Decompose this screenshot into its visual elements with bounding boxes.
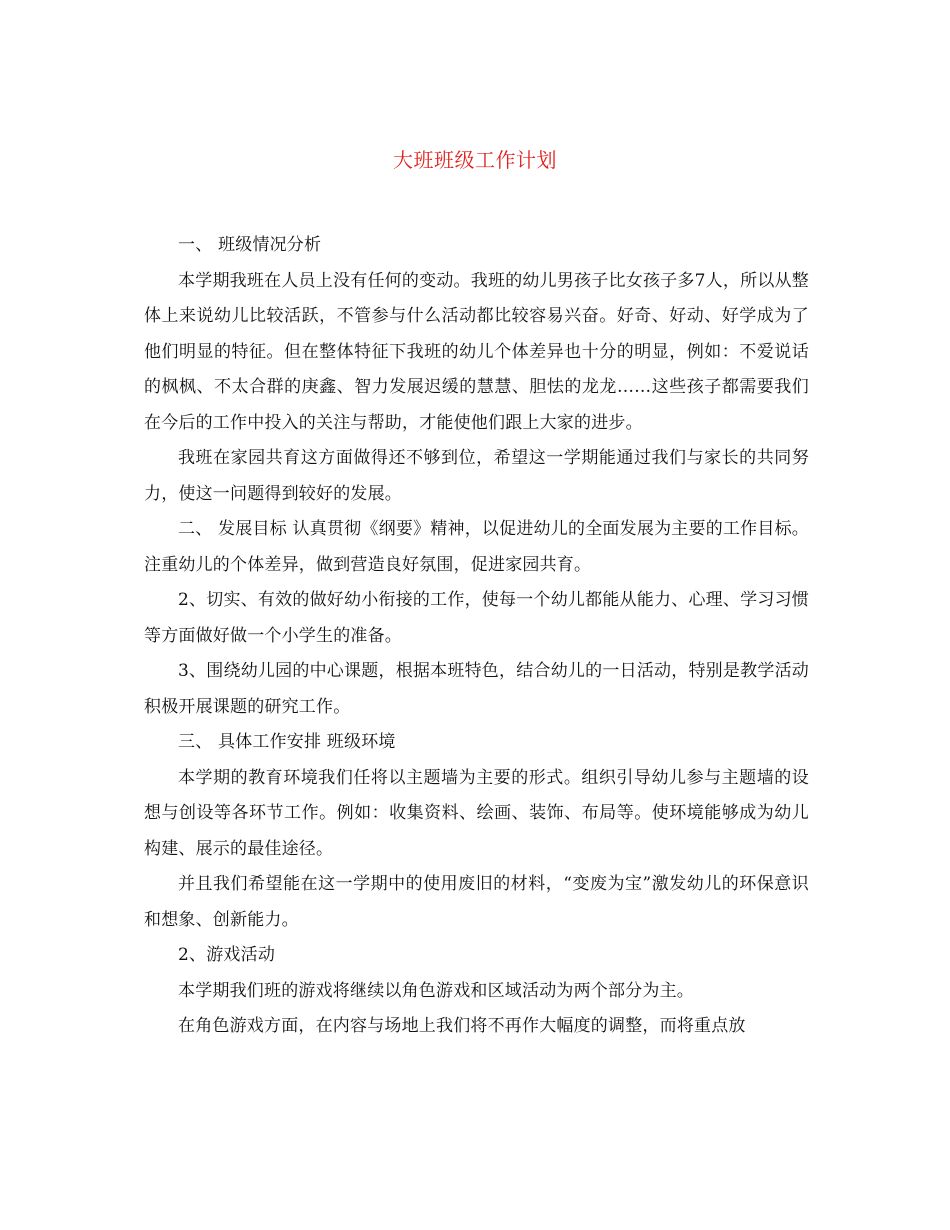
section-heading-2: 二、 发展目标 认真贯彻《纲要》精神，以促进幼儿的全面发展为主要的工作目标。注重幼儿的个体差异，做到营造良好氛围，促进家园共育。 bbox=[144, 519, 809, 575]
body-paragraph: 并且我们希望能在这一学期中的使用废旧的材料，“变废为宝”激发幼儿的环保意识和想象、创新能力。 bbox=[144, 874, 809, 930]
body-paragraph: 2、切实、有效的做好幼小衔接的工作，使每一个幼儿都能从能力、心理、学习习惯等方面做好做一个小学生的准备。 bbox=[144, 590, 809, 646]
document-title: 大班班级工作计划 bbox=[393, 148, 557, 172]
body-paragraph: 我班在家园共育这方面做得还不够到位，希望这一学期能通过我们与家长的共同努力，使这一问题得到较好的发展。 bbox=[144, 448, 809, 504]
body-paragraph: 本学期我们班的游戏将继续以角色游戏和区域活动为两个部分为主。 bbox=[178, 980, 694, 1001]
body-paragraph: 3、围绕幼儿园的中心课题，根据本班特色，结合幼儿的一日活动，特别是教学活动积极开展课题的研究工作。 bbox=[144, 661, 809, 717]
body-paragraph: 本学期的教育环境我们任将以主题墙为主要的形式。组织引导幼儿参与主题墙的设想与创设等各环节工作。例如：收集资料、绘画、装饰、布局等。使环境能够成为幼儿构建、展示的最佳途径。 bbox=[144, 767, 809, 859]
body-paragraph: 在角色游戏方面，在内容与场地上我们将不再作大幅度的调整，而将重点放 bbox=[178, 1016, 746, 1036]
section-heading-1: 一、 班级情况分析 bbox=[178, 235, 322, 255]
body-paragraph: 本学期我班在人员上没有任何的变动。我班的幼儿男孩子比女孩子多7人，所以从整体上来说幼儿比较活跃，不管参与什么活动都比较容易兴奋。好奇、好动、好学成为了他们明显的特征。但在整体特征下我班的幼儿个体差异也十分的明显，例如：不爱说话的枫枫、不太合群的庚鑫、智力发展迟缓的慧慧、胆怯的龙龙……这些孩子都需要我们在今后的工作中投入的关注与帮助，才能使他们跟上大家的进步。 bbox=[144, 270, 809, 433]
section-heading-3: 三、 具体工作安排 班级环境 bbox=[178, 732, 396, 752]
subsection-heading: 2、游戏活动 bbox=[178, 945, 276, 965]
document-body bbox=[144, 228, 809, 1045]
